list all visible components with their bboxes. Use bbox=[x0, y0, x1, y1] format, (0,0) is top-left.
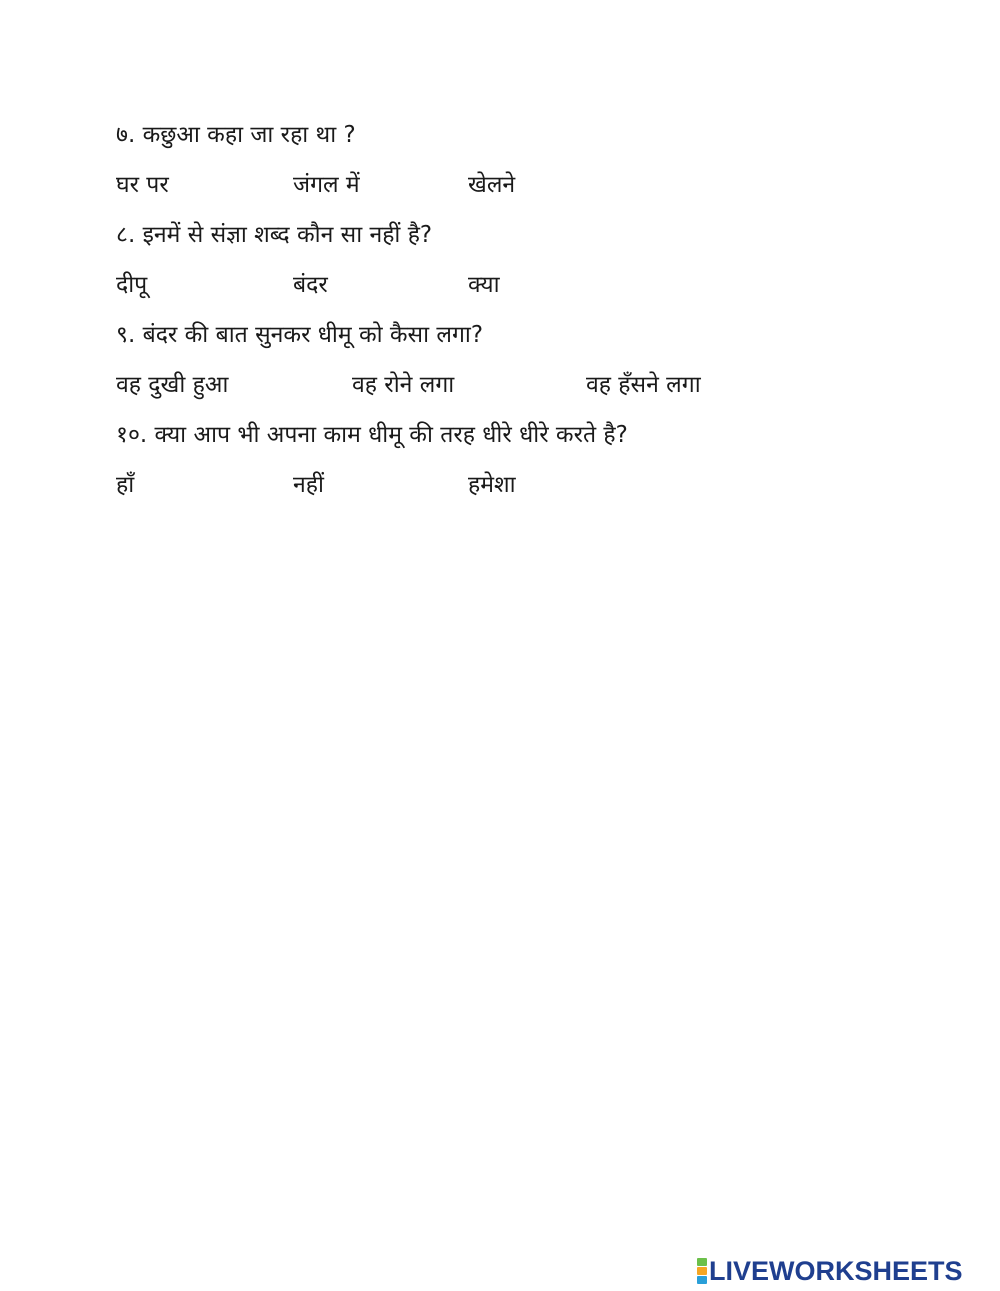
question-7: ७. कछुआ कहा जा रहा था ? bbox=[116, 122, 356, 148]
option-10-a[interactable]: हाँ bbox=[116, 472, 135, 498]
question-10: १०. क्या आप भी अपना काम धीमू की तरह धीरे धीरे करते है? bbox=[116, 422, 628, 448]
option-8-b[interactable]: बंदर bbox=[293, 272, 328, 298]
option-7-a[interactable]: घर पर bbox=[116, 172, 169, 198]
option-8-c[interactable]: क्या bbox=[468, 272, 500, 298]
option-7-b[interactable]: जंगल में bbox=[293, 172, 360, 198]
option-9-b[interactable]: वह रोने लगा bbox=[352, 372, 455, 398]
option-10-c[interactable]: हमेशा bbox=[468, 472, 516, 498]
option-10-b[interactable]: नहीं bbox=[293, 472, 324, 498]
liveworksheets-logo bbox=[697, 1256, 963, 1286]
liveworksheets-logo-text: LIVEWORKSHEETS bbox=[709, 1255, 963, 1286]
option-8-a[interactable]: दीपू bbox=[116, 272, 148, 298]
question-8: ८. इनमें से संज्ञा शब्द कौन सा नहीं है? bbox=[116, 222, 433, 248]
option-9-a[interactable]: वह दुखी हुआ bbox=[116, 372, 229, 398]
option-9-c[interactable]: वह हँसने लगा bbox=[586, 372, 701, 398]
liveworksheets-logo-icon bbox=[697, 1258, 707, 1284]
option-7-c[interactable]: खेलने bbox=[468, 172, 516, 198]
question-9: ९. बंदर की बात सुनकर धीमू को कैसा लगा? bbox=[116, 322, 484, 348]
